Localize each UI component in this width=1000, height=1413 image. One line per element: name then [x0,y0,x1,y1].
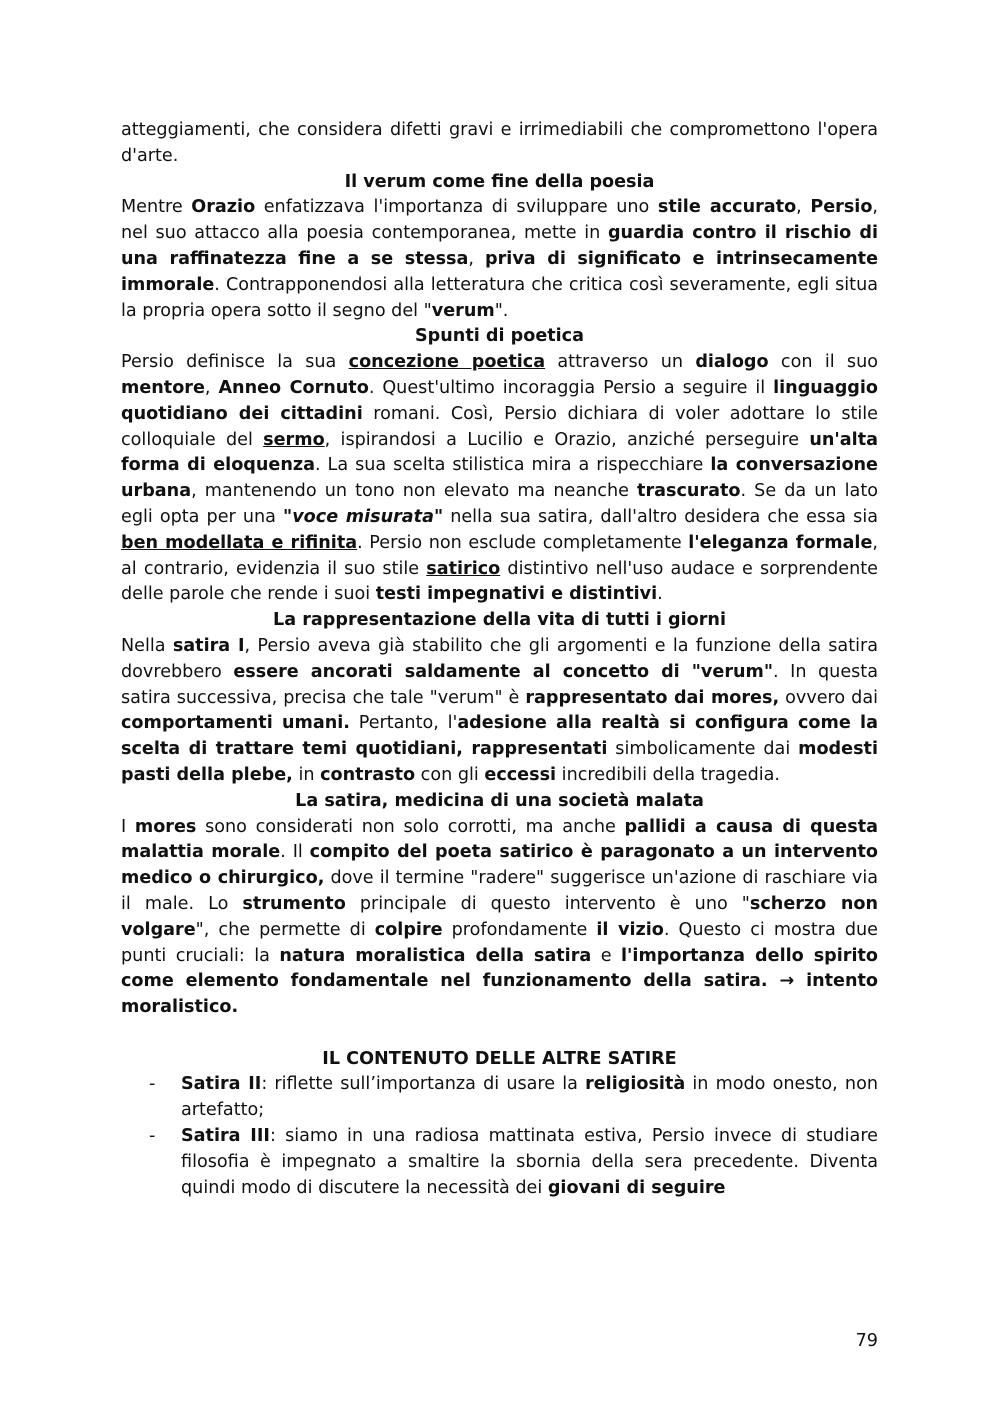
text-run: I [121,816,135,837]
text-run: , [204,377,219,398]
section-heading-contenuto: IL CONTENUTO DELLE ALTRE SATIRE [322,1048,677,1069]
list-dash-marker: - [149,1126,156,1147]
text-run: Persio definisce la sua [121,352,349,373]
text-run: . In questa satira successiva, precisa che tale "verum" è [121,661,878,708]
emphasis-run: l'importanza dello spirito come elemento fondamentale nel funzionamento della satira. → intento moralistico. [121,945,879,1018]
text-run: . Persio non esclude completamente [357,532,689,553]
list-item [121,1072,878,1124]
emphasis-run: scherzo non volgare [121,893,878,940]
text-run: profondamente [442,919,597,940]
emphasis-run: eccessi [484,764,557,785]
text-run: , [468,248,486,269]
text-run: . [657,584,663,605]
emphasis-run: linguaggio quotidiano dei cittadini [121,377,878,424]
emphasis-run: rappresentato dai mores, [525,687,780,708]
text-run: , mantenendo un tono non elevato ma neanche [191,481,638,502]
emphasis-run: religiosità [585,1074,686,1095]
text-run: ovvero dai [779,687,879,708]
section-heading-verum: Il verum come fine della poesia [344,171,655,192]
emphasis-run: guardia contro il rischio di una raffinatezza fine a se stessa [121,223,878,269]
emphasis-run: l'eleganza formale [688,532,873,553]
emphasis-run: il vizio [596,919,664,940]
section-heading-vita: La rappresentazione della vita di tutti i giorni [273,610,726,631]
list-item [121,1124,878,1201]
satire-list [121,1072,878,1201]
emphasis-run: dialogo [695,352,769,373]
text-run: in modo onesto, non artefatto; [181,1074,878,1121]
text-run: . Contrapponendosi alla letteratura che critica così severamente, egli situa la propria opera sotto il segno del " [121,274,878,321]
text-run: , nel suo attacco alla poesia contemporanea, mette in [121,197,879,244]
emphasis-run: compito del poeta satirico è paragonato a un intervento medico o chirurgico, [121,842,878,889]
text-run: , al contrario, evidenzia il suo stile [121,532,878,579]
emphasis-run: Satira II [181,1074,262,1095]
section-heading-medicina: La satira, medicina di una società malata [295,790,704,811]
paragraph-intro [121,118,878,170]
text-run: , Persio aveva già stabilito che gli argomenti e la funzione della satira dovrebbero [121,635,878,682]
text-run: principale di questo intervento è uno " [345,893,750,914]
emphasis-run: pallidi a causa di questa malattia morale [121,816,878,863]
text-run: con gli [415,764,485,785]
text-run: simbolicamente dai [607,739,799,760]
emphasis-run: giovani di seguire [547,1177,726,1198]
emphasis-run: trascurato [637,481,741,502]
emphasis-run: modesti pasti della plebe, [121,739,878,785]
text-run: Pertanto, l' [349,713,458,734]
emphasis-run: ben modellata e rifinita [121,532,358,553]
emphasis-run: priva di significato e intrinsecamente immorale [121,248,879,295]
emphasis-run: mentore [121,377,205,398]
emphasis-run: verum [431,300,495,321]
text-run: incredibili della tragedia. [556,764,781,785]
document-body [121,118,878,1072]
text-run: in [292,764,321,785]
text-run: distintivo nell'uso audace e sorprendente delle parole che rende i suoi [121,558,878,605]
emphasis-run: contrasto [320,764,416,785]
text-run: ", che permette di [195,919,375,940]
emphasis-run: Persio [810,197,873,218]
text-run: nella sua satira, dall'altro desidera che essa sia [443,506,878,527]
emphasis-run: sermo [263,429,325,450]
list-dash-marker: - [149,1074,156,1095]
emphasis-run: natura moralistica della satira [279,945,592,966]
text-run: : siamo in una radiosa mattinata estiva, Persio invece di studiare filosofia è impegnato a smaltire la sbornia della sera precedente. Diventa quindi modo di discutere la necessità dei [181,1126,878,1198]
text-run: dove il termine "radere" suggerisce un'azione di raschiare via il male. Lo [121,868,878,914]
emphasis-run: Orazio [191,197,256,218]
text-run: e [591,945,621,966]
paragraph-spunti [121,350,878,608]
emphasis-run: mores [134,816,197,837]
paragraph-verum [121,195,878,324]
paragraph-medicina [121,815,878,1021]
paragraph-vita [121,634,878,789]
text-run: sono considerati non solo corrotti, ma anche [196,816,625,837]
text-run: attraverso un [545,352,696,373]
emphasis-run: strumento [242,893,346,914]
text-run: , ispirandosi a Lucilio e Orazio, anziché perseguire [324,429,810,450]
emphasis-run: concezione poetica [348,352,546,373]
text-run: Mentre [121,197,192,218]
text-run: . Questo ci mostra due punti cruciali: la [121,919,879,966]
emphasis-run: essere ancorati saldamente al concetto di "verum" [233,661,774,682]
emphasis-run: la conversazione urbana [121,455,878,502]
emphasis-run: colpire [374,919,443,940]
emphasis-run: Anneo Cornuto [218,377,369,398]
emphasis-run: Satira III [181,1126,270,1147]
emphasis-run: satirico [426,558,501,579]
text-run: ". [494,300,509,321]
text-run: . Se da un lato egli opta per una [121,481,879,527]
emphasis-run: stile accurato [657,197,797,218]
text-run: romani. Così, Persio dichiara di voler adottare lo stile colloquiale del [121,403,878,450]
text-run: , [796,197,811,218]
text-run: enfatizzava l'importanza di sviluppare uno [255,197,658,218]
emphasis-run: adesione alla realtà si configura come la scelta di trattare temi quotidiani, rappresentati [121,713,878,760]
text-run: . La sua scelta stilistica mira a rispecchiare [315,455,711,476]
emphasis-run: comportamenti umani. [121,713,350,734]
text-run: . Il [280,842,310,863]
page-number: 79 [855,1331,878,1351]
emphasis-run: satira I [172,635,245,656]
emphasis-run: testi impegnativi e distintivi [375,584,658,605]
emphasis-run: "voce misurata" [283,506,444,527]
text-run: . Quest'ultimo incoraggia Persio a seguire il [368,377,774,398]
section-heading-spunti: Spunti di poetica [415,326,584,347]
text-run: : riflette sull’importanza di usare la [261,1074,586,1095]
text-run: con il suo [768,352,878,373]
text-run: atteggiamenti, che considera difetti gravi e irrimediabili che compromettono l'opera d'arte. [121,120,878,166]
document-page [121,118,878,1201]
text-run: Nella [121,635,173,656]
emphasis-run: un'alta forma di eloquenza [121,429,878,476]
